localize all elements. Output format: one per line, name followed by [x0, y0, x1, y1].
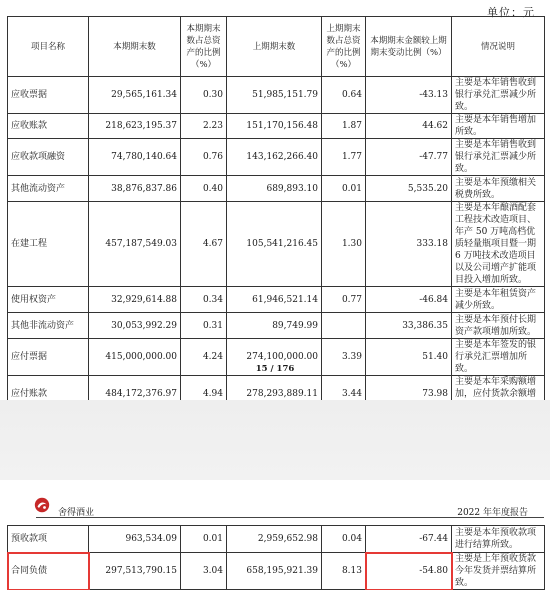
row-prior-ratio: 0.01	[322, 176, 366, 202]
row-description: 主要是本年预收款项进行结算所致。	[452, 526, 545, 553]
unit-label: 单位：元	[487, 6, 535, 19]
row-current-ratio: 0.40	[181, 176, 227, 202]
row-current-amount: 415,000,000.00	[89, 339, 181, 376]
row-current-ratio: 2.23	[181, 114, 227, 139]
row-current-ratio: 0.30	[181, 77, 227, 114]
balance-sheet-table	[7, 16, 545, 413]
row-description: 主要是本年租赁资产减少所致。	[452, 287, 545, 313]
row-current-amount: 297,513,790.15	[89, 553, 181, 590]
row-change-ratio: 333.18	[366, 202, 452, 287]
header-current-amount: 本期期末数	[89, 17, 181, 77]
page-gap	[0, 400, 550, 480]
row-current-amount: 32,929,614.88	[89, 287, 181, 313]
row-current-amount: 29,565,161.34	[89, 77, 181, 114]
header-description: 情况说明	[452, 17, 545, 77]
liabilities-table	[7, 525, 545, 590]
row-prior-amount: 278,293,889.11	[227, 376, 322, 413]
table-row	[8, 553, 545, 590]
header-prior-ratio: 上期期末数占总资产的比例（%）	[322, 17, 366, 77]
row-prior-amount: 61,946,521.14	[227, 287, 322, 313]
row-prior-amount: 89,749.99	[227, 313, 322, 339]
company-name: 舍得酒业	[58, 508, 95, 518]
row-change-ratio: 5,535.20	[366, 176, 452, 202]
row-prior-amount: 51,985,151.79	[227, 77, 322, 114]
table-row	[8, 176, 545, 202]
row-current-amount: 963,534.09	[89, 526, 181, 553]
row-description: 主要是本年销售收到银行承兑汇票减少所致。	[452, 77, 545, 114]
row-current-amount: 484,172,376.97	[89, 376, 181, 413]
row-prior-amount: 143,162,266.40	[227, 139, 322, 176]
row-item-name: 其他非流动资产	[8, 313, 89, 339]
row-prior-ratio: 1.30	[322, 202, 366, 287]
highlighted-item-name: 合同负债	[8, 553, 89, 590]
row-change-ratio: -67.44	[366, 526, 452, 553]
header-current-ratio: 本期期末数占总资产的比例（%）	[181, 17, 227, 77]
row-description: 主要是本年采购额增加，应付货款余额增	[452, 376, 545, 413]
table-row	[8, 139, 545, 176]
row-description: 主要是本年销售收到银行承兑汇票减少所致。	[452, 139, 545, 176]
row-current-ratio: 0.76	[181, 139, 227, 176]
row-prior-amount: 274,100,000.00	[227, 339, 322, 376]
row-description: 主要是本年酿酒配套工程技术改造项目、年产 50 万吨高档优质轻量瓶项目暨一期 6 万吨技术改造项目以及公司增产扩能项目投入增加所致。	[452, 202, 545, 287]
row-description: 主要是本年销售增加所致。	[452, 114, 545, 139]
row-prior-ratio: 1.77	[322, 139, 366, 176]
table-row	[8, 313, 545, 339]
row-current-amount: 74,780,140.64	[89, 139, 181, 176]
table-row	[8, 114, 545, 139]
row-prior-amount: 2,959,652.98	[227, 526, 322, 553]
row-prior-ratio: 1.87	[322, 114, 366, 139]
row-prior-amount: 689,893.10	[227, 176, 322, 202]
row-prior-ratio: 3.39	[322, 339, 366, 376]
row-current-ratio: 4.67	[181, 202, 227, 287]
row-current-amount: 38,876,837.86	[89, 176, 181, 202]
row-prior-ratio: 0.77	[322, 287, 366, 313]
company-logo-icon	[34, 497, 50, 513]
row-prior-ratio	[322, 313, 366, 339]
row-change-ratio: 44.62	[366, 114, 452, 139]
row-description: 主要是上年预收货款今年发货并票结算所致。	[452, 553, 545, 590]
table-header-row	[8, 17, 545, 77]
row-current-ratio: 0.31	[181, 313, 227, 339]
row-current-amount: 457,187,549.03	[89, 202, 181, 287]
row-item-name: 应付账款	[8, 376, 89, 413]
row-change-ratio: -43.13	[366, 77, 452, 114]
row-item-name: 应收款项融资	[8, 139, 89, 176]
row-prior-amount: 105,541,216.45	[227, 202, 322, 287]
row-description: 主要是本年预付长期资产款项增加所致。	[452, 313, 545, 339]
row-current-ratio: 4.94	[181, 376, 227, 413]
header-item-name: 项目名称	[8, 17, 89, 77]
row-current-amount: 30,053,992.29	[89, 313, 181, 339]
table-row	[8, 202, 545, 287]
row-item-name: 应付票据	[8, 339, 89, 376]
row-item-name: 其他流动资产	[8, 176, 89, 202]
row-prior-amount: 658,195,921.39	[227, 553, 322, 590]
table-row	[8, 526, 545, 553]
row-item-name: 在建工程	[8, 202, 89, 287]
row-description: 主要是本年签发的银行承兑汇票增加所致。	[452, 339, 545, 376]
row-change-ratio: 51.40	[366, 339, 452, 376]
header-rule	[36, 517, 544, 518]
row-current-amount: 218,623,195.37	[89, 114, 181, 139]
row-item-name: 应收票据	[8, 77, 89, 114]
row-change-ratio: 33,386.35	[366, 313, 452, 339]
row-prior-ratio: 8.13	[322, 553, 366, 590]
row-prior-ratio: 0.04	[322, 526, 366, 553]
row-prior-amount: 151,170,156.48	[227, 114, 322, 139]
row-current-ratio: 0.01	[181, 526, 227, 553]
row-change-ratio: 73.98	[366, 376, 452, 413]
row-item-name: 预收款项	[8, 526, 89, 553]
row-description: 主要是本年预缴相关税费所致。	[452, 176, 545, 202]
row-change-ratio: -46.84	[366, 287, 452, 313]
row-item-name: 使用权资产	[8, 287, 89, 313]
report-title: 2022 年年度报告	[457, 508, 528, 518]
row-current-ratio: 3.04	[181, 553, 227, 590]
row-item-name: 应收账款	[8, 114, 89, 139]
header-change-ratio: 本期期末金额较上期期末变动比例（%）	[366, 17, 452, 77]
header-prior-amount: 上期期末数	[227, 17, 322, 77]
row-prior-ratio: 0.64	[322, 77, 366, 114]
row-prior-ratio: 3.44	[322, 376, 366, 413]
table-row	[8, 287, 545, 313]
page-number: 15 / 176	[255, 364, 295, 374]
highlighted-change-ratio: -54.80	[366, 553, 452, 590]
table-row	[8, 77, 545, 114]
row-current-ratio: 4.24	[181, 339, 227, 376]
row-change-ratio: -47.77	[366, 139, 452, 176]
row-current-ratio: 0.34	[181, 287, 227, 313]
